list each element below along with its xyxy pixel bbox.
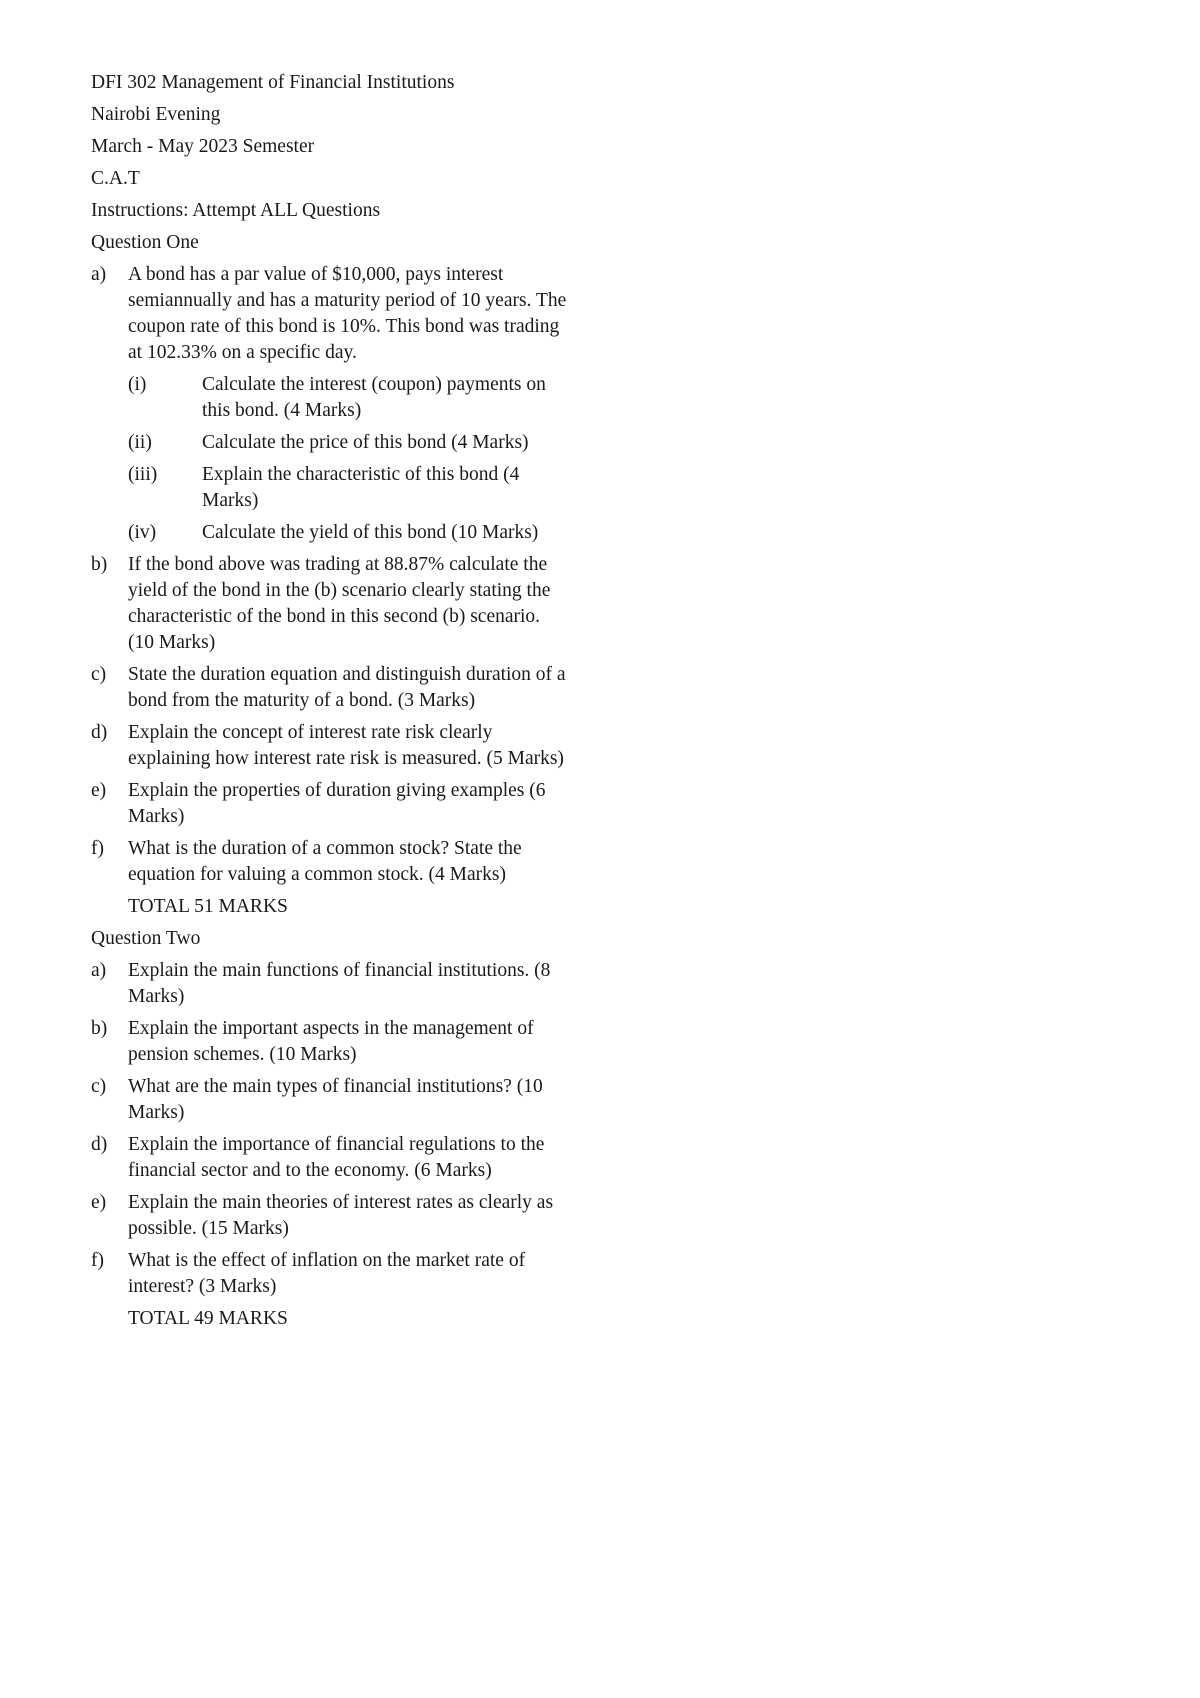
q2-item-f — [91, 1248, 569, 1300]
q1-subitem-iii — [91, 462, 569, 514]
subitem-text: Explain the characteristic of this bond (4 Marks) — [202, 464, 520, 511]
item-text: Explain the properties of duration giving examples (6 Marks) — [128, 780, 546, 827]
item-marker: a) — [91, 264, 107, 285]
subitem-marker: (iii) — [128, 464, 158, 485]
q2-item-e — [91, 1190, 569, 1242]
exam-type: C.A.T — [91, 168, 140, 189]
subitem-text: Calculate the yield of this bond (10 Marks) — [202, 522, 539, 543]
question-one-heading: Question One — [91, 232, 199, 253]
subitem-text: Calculate the interest (coupon) payments on this bond. (4 Marks) — [202, 374, 546, 421]
q1-item-c — [91, 662, 569, 714]
q2-item-d — [91, 1132, 569, 1184]
subitem-marker: (i) — [128, 374, 147, 395]
item-marker: e) — [91, 1192, 107, 1213]
course-title: DFI 302 Management of Financial Institutions — [91, 72, 455, 93]
q1-subitem-ii — [91, 430, 569, 456]
item-marker: a) — [91, 960, 107, 981]
item-marker: c) — [91, 664, 107, 685]
item-marker: b) — [91, 1018, 108, 1039]
item-text: State the duration equation and distinguish duration of a bond from the maturity of a bond. (3 Marks) — [128, 664, 566, 711]
q1-subitem-iv — [91, 520, 569, 546]
item-marker: b) — [91, 554, 108, 575]
item-text: Explain the important aspects in the management of pension schemes. (10 Marks) — [128, 1018, 534, 1065]
question-two-heading: Question Two — [91, 928, 201, 949]
item-text: Explain the main functions of financial institutions. (8 Marks) — [128, 960, 551, 1007]
item-text: Explain the importance of financial regulations to the financial sector and to the economy. (6 Marks) — [128, 1134, 545, 1181]
subitem-marker: (ii) — [128, 432, 152, 453]
q1-item-d — [91, 720, 569, 772]
item-marker: c) — [91, 1076, 107, 1097]
item-text: What are the main types of financial institutions? (10 Marks) — [128, 1076, 543, 1123]
item-text: A bond has a par value of $10,000, pays interest semiannually and has a maturity period of 10 years. The coupon rate of this bond is 10%. This bond was trading at 102.33% on a specific day. — [128, 264, 567, 363]
q1-item-a — [91, 262, 569, 366]
item-marker: d) — [91, 722, 108, 743]
q2-total: TOTAL 49 MARKS — [128, 1308, 288, 1329]
item-text: Explain the main theories of interest rates as clearly as possible. (15 Marks) — [128, 1192, 554, 1239]
item-marker: f) — [91, 838, 104, 859]
q2-item-b — [91, 1016, 569, 1068]
document-body — [91, 70, 571, 1338]
q1-item-f — [91, 836, 569, 888]
item-marker: e) — [91, 780, 107, 801]
q1-subitem-i — [91, 372, 569, 424]
instructions-line: Instructions: Attempt ALL Questions — [91, 200, 381, 221]
q1-item-b — [91, 552, 569, 656]
q1-item-e — [91, 778, 569, 830]
item-marker: f) — [91, 1250, 104, 1271]
item-marker: d) — [91, 1134, 108, 1155]
item-text: What is the duration of a common stock? State the equation for valuing a common stock. (4 Marks) — [128, 838, 522, 885]
q2-item-a — [91, 958, 569, 1010]
item-text: Explain the concept of interest rate risk clearly explaining how interest rate risk is measured. (5 Marks) — [128, 722, 564, 769]
q2-item-c — [91, 1074, 569, 1126]
item-text: If the bond above was trading at 88.87% calculate the yield of the bond in the (b) scenario clearly stating the characteristic of the bond in this second (b) scenario. (10 Marks) — [128, 554, 551, 653]
campus-line: Nairobi Evening — [91, 104, 221, 125]
item-text: What is the effect of inflation on the market rate of interest? (3 Marks) — [128, 1250, 526, 1297]
subitem-marker: (iv) — [128, 522, 157, 543]
q1-total: TOTAL 51 MARKS — [128, 896, 288, 917]
subitem-text: Calculate the price of this bond (4 Marks) — [202, 432, 529, 453]
semester-line: March - May 2023 Semester — [91, 136, 315, 157]
